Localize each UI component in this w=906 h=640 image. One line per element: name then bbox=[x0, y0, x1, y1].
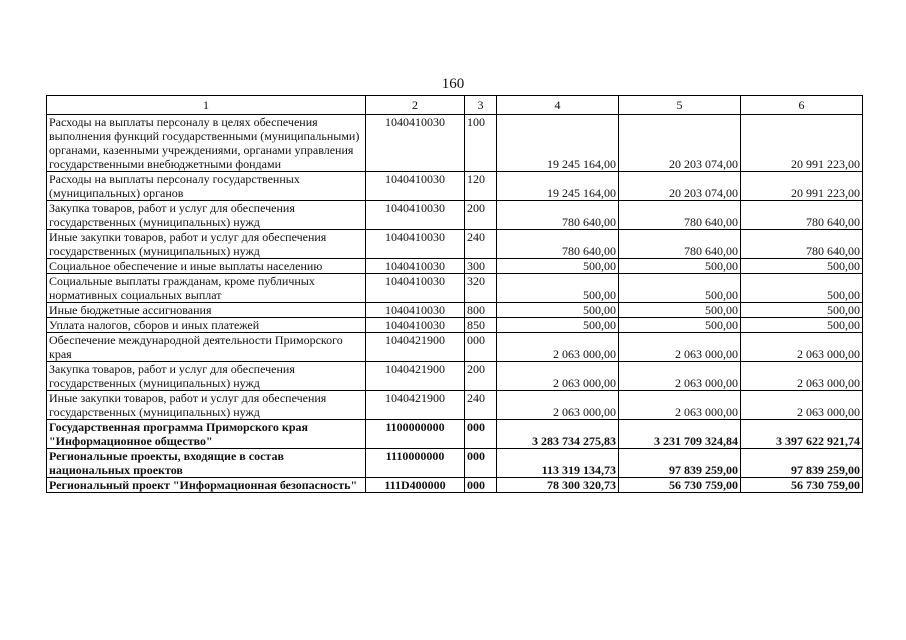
column-header: 3 bbox=[465, 96, 497, 115]
amount-year-2: 780 640,00 bbox=[619, 201, 741, 230]
amount-year-3: 2 063 000,00 bbox=[741, 391, 863, 420]
table-row bbox=[47, 230, 863, 259]
table-row bbox=[47, 201, 863, 230]
table-row bbox=[47, 420, 863, 449]
budget-table bbox=[46, 95, 863, 493]
table-row bbox=[47, 115, 863, 172]
amount-year-3: 3 397 622 921,74 bbox=[741, 420, 863, 449]
target-code: 1040410030 bbox=[366, 115, 465, 172]
table-row bbox=[47, 362, 863, 391]
amount-year-1: 780 640,00 bbox=[497, 201, 619, 230]
table-body bbox=[47, 115, 863, 493]
table-row bbox=[47, 391, 863, 420]
column-header: 6 bbox=[741, 96, 863, 115]
row-description: Закупка товаров, работ и услуг для обеспечения государственных (муниципальных) нужд bbox=[47, 362, 366, 391]
row-description: Региональные проекты, входящие в состав национальных проектов bbox=[47, 449, 366, 478]
target-code: 1040410030 bbox=[366, 318, 465, 333]
amount-year-3: 780 640,00 bbox=[741, 230, 863, 259]
expense-type-code: 240 bbox=[465, 391, 497, 420]
amount-year-2: 20 203 074,00 bbox=[619, 115, 741, 172]
amount-year-1: 113 319 134,73 bbox=[497, 449, 619, 478]
target-code: 1040421900 bbox=[366, 333, 465, 362]
target-code: 1040410030 bbox=[366, 274, 465, 303]
header-row bbox=[47, 96, 863, 115]
table-row bbox=[47, 172, 863, 201]
amount-year-3: 500,00 bbox=[741, 259, 863, 274]
expense-type-code: 300 bbox=[465, 259, 497, 274]
expense-type-code: 240 bbox=[465, 230, 497, 259]
amount-year-2: 20 203 074,00 bbox=[619, 172, 741, 201]
expense-type-code: 000 bbox=[465, 478, 497, 493]
target-code: 1040410030 bbox=[366, 303, 465, 318]
amount-year-1: 500,00 bbox=[497, 259, 619, 274]
amount-year-1: 780 640,00 bbox=[497, 230, 619, 259]
amount-year-2: 500,00 bbox=[619, 274, 741, 303]
column-header: 5 bbox=[619, 96, 741, 115]
expense-type-code: 200 bbox=[465, 362, 497, 391]
amount-year-2: 2 063 000,00 bbox=[619, 391, 741, 420]
target-code: 1040410030 bbox=[366, 201, 465, 230]
expense-type-code: 850 bbox=[465, 318, 497, 333]
amount-year-1: 2 063 000,00 bbox=[497, 391, 619, 420]
row-description: Региональный проект "Информационная безопасность" bbox=[47, 478, 366, 493]
amount-year-3: 780 640,00 bbox=[741, 201, 863, 230]
target-code: 1110000000 bbox=[366, 449, 465, 478]
amount-year-3: 500,00 bbox=[741, 318, 863, 333]
table-row bbox=[47, 478, 863, 493]
target-code: 1040410030 bbox=[366, 259, 465, 274]
amount-year-1: 19 245 164,00 bbox=[497, 172, 619, 201]
table-row bbox=[47, 449, 863, 478]
expense-type-code: 320 bbox=[465, 274, 497, 303]
amount-year-2: 56 730 759,00 bbox=[619, 478, 741, 493]
table-row bbox=[47, 303, 863, 318]
amount-year-2: 97 839 259,00 bbox=[619, 449, 741, 478]
column-header: 2 bbox=[366, 96, 465, 115]
amount-year-2: 780 640,00 bbox=[619, 230, 741, 259]
row-description: Уплата налогов, сборов и иных платежей bbox=[47, 318, 366, 333]
amount-year-3: 20 991 223,00 bbox=[741, 172, 863, 201]
amount-year-2: 500,00 bbox=[619, 318, 741, 333]
expense-type-code: 000 bbox=[465, 420, 497, 449]
table-row bbox=[47, 318, 863, 333]
table-row bbox=[47, 274, 863, 303]
target-code: 1100000000 bbox=[366, 420, 465, 449]
target-code: 1040410030 bbox=[366, 230, 465, 259]
target-code: 111D400000 bbox=[366, 478, 465, 493]
amount-year-2: 500,00 bbox=[619, 259, 741, 274]
expense-type-code: 100 bbox=[465, 115, 497, 172]
amount-year-1: 3 283 734 275,83 bbox=[497, 420, 619, 449]
amount-year-3: 500,00 bbox=[741, 303, 863, 318]
amount-year-2: 2 063 000,00 bbox=[619, 362, 741, 391]
amount-year-1: 500,00 bbox=[497, 318, 619, 333]
row-description: Иные бюджетные ассигнования bbox=[47, 303, 366, 318]
amount-year-3: 20 991 223,00 bbox=[741, 115, 863, 172]
expense-type-code: 120 bbox=[465, 172, 497, 201]
amount-year-1: 19 245 164,00 bbox=[497, 115, 619, 172]
amount-year-2: 2 063 000,00 bbox=[619, 333, 741, 362]
table-row bbox=[47, 333, 863, 362]
amount-year-3: 500,00 bbox=[741, 274, 863, 303]
row-description: Социальные выплаты гражданам, кроме публичных нормативных социальных выплат bbox=[47, 274, 366, 303]
row-description: Государственная программа Приморского края "Информационное общество" bbox=[47, 420, 366, 449]
target-code: 1040410030 bbox=[366, 172, 465, 201]
column-header: 1 bbox=[47, 96, 366, 115]
amount-year-3: 2 063 000,00 bbox=[741, 333, 863, 362]
row-description: Обеспечение международной деятельности Приморского края bbox=[47, 333, 366, 362]
expense-type-code: 800 bbox=[465, 303, 497, 318]
target-code: 1040421900 bbox=[366, 362, 465, 391]
row-description: Расходы на выплаты персоналу в целях обеспечения выполнения функций государственными (муниципальными) органами, казенными учреждениями, органами управления государственными внебюджетными фондами bbox=[47, 115, 366, 172]
amount-year-3: 56 730 759,00 bbox=[741, 478, 863, 493]
amount-year-1: 500,00 bbox=[497, 274, 619, 303]
table-row bbox=[47, 259, 863, 274]
target-code: 1040421900 bbox=[366, 391, 465, 420]
amount-year-3: 97 839 259,00 bbox=[741, 449, 863, 478]
expense-type-code: 000 bbox=[465, 333, 497, 362]
amount-year-2: 500,00 bbox=[619, 303, 741, 318]
row-description: Закупка товаров, работ и услуг для обеспечения государственных (муниципальных) нужд bbox=[47, 201, 366, 230]
expense-type-code: 200 bbox=[465, 201, 497, 230]
row-description: Иные закупки товаров, работ и услуг для обеспечения государственных (муниципальных) нужд bbox=[47, 230, 366, 259]
page-number: 160 bbox=[441, 76, 465, 92]
amount-year-3: 2 063 000,00 bbox=[741, 362, 863, 391]
row-description: Расходы на выплаты персоналу государственных (муниципальных) органов bbox=[47, 172, 366, 201]
amount-year-1: 2 063 000,00 bbox=[497, 362, 619, 391]
row-description: Иные закупки товаров, работ и услуг для обеспечения государственных (муниципальных) нужд bbox=[47, 391, 366, 420]
row-description: Социальное обеспечение и иные выплаты населению bbox=[47, 259, 366, 274]
column-header: 4 bbox=[497, 96, 619, 115]
amount-year-1: 2 063 000,00 bbox=[497, 333, 619, 362]
amount-year-2: 3 231 709 324,84 bbox=[619, 420, 741, 449]
amount-year-1: 78 300 320,73 bbox=[497, 478, 619, 493]
expense-type-code: 000 bbox=[465, 449, 497, 478]
amount-year-1: 500,00 bbox=[497, 303, 619, 318]
